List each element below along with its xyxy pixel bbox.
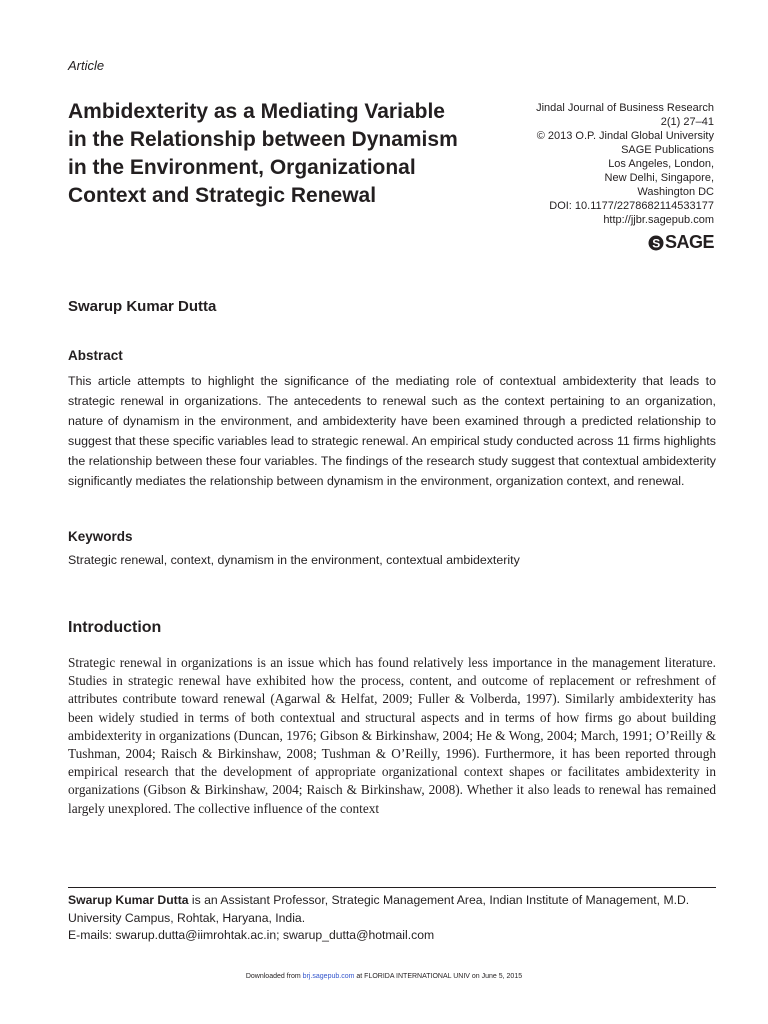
author-footnote xyxy=(68,892,716,945)
journal-publisher: SAGE Publications xyxy=(621,144,714,156)
journal-locations-1: Los Angeles, London, xyxy=(608,158,714,170)
article-title: Ambidexterity as a Mediating Variable in the Relationship between Dynamism in the Environment, Organizational Context and Strategic Renewal xyxy=(68,100,458,207)
introduction-heading: Introduction xyxy=(68,619,162,636)
article-type-label: Article xyxy=(68,58,105,73)
journal-locations-2: New Delhi, Singapore, xyxy=(604,172,714,184)
journal-volume-pages: 2(1) 27–41 xyxy=(660,116,714,128)
sage-s-icon xyxy=(648,235,664,251)
footnote-author-name: Swarup Kumar Dutta xyxy=(68,893,189,907)
journal-url[interactable]: http://jjbr.sagepub.com xyxy=(603,214,714,226)
svg-text:S: S xyxy=(652,236,660,250)
introduction-text: Strategic renewal in organizations is an issue which has found relatively less importance in the management literature. Studies in strategic renewal have exhibited how the process, content, and outcome of replacement or refreshment of attributes contribute toward renewal (Agarwal & Helfat, 2009; Fuller & Volberda, 1997). Similarly ambidexterity has been widely studied in terms of both contextual and structural aspects and in terms of how firms go about building ambidexterity in organizations (Duncan, 1976; Gibson & Birkinshaw, 2004; He & Wong, 2004; March, 1991; O’Reilly & Tushman, 2004; Raisch & Birkinshaw, 2008; Tushman & O’Reilly, 1996). Furthermore, it has been reported through empirical research that the development of appropriate organizational context shapes or facilitates ambidexterity in organizations (Gibson & Birkinshaw, 2004; Raisch & Birkinshaw, 2008). Whether it also leads to renewal has remained largely unexplored. The collective influence of the context xyxy=(68,655,716,816)
footnote-emails: E-mails: swarup.dutta@iimrohtak.ac.in; swarup_dutta@hotmail.com xyxy=(68,928,435,942)
journal-doi[interactable]: DOI: 10.1177/2278682114533177 xyxy=(549,200,714,212)
download-note-prefix: Downloaded from xyxy=(245,973,303,980)
abstract-text: This article attempts to highlight the significance of the mediating role of contextual ambidexterity that leads to strategic renewal in organizations. The antecedents to renewal such as the context pertaining to an organization, nature of dynamism in the environment, and ambidexterity have been examined through a predicted relationship to suggest that these specific variables lead to strategic renewal. An empirical study conducted across 11 firms highlights the relationship between these four variables. The findings of the research study suggest that contextual ambidexterity significantly mediates the relationship between dynamism in the environment, organization context, and renewal. xyxy=(68,374,716,488)
footnote-affiliation: is an Assistant Professor, Strategic Management Area, Indian Institute of Management, M.D. University Campus, Rohtak, Haryana, India. xyxy=(68,893,690,925)
keywords-text: Strategic renewal, context, dynamism in the environment, contextual ambidexterity xyxy=(68,553,520,567)
abstract-heading: Abstract xyxy=(68,348,123,363)
journal-copyright: © 2013 O.P. Jindal Global University xyxy=(536,130,714,142)
journal-locations-3: Washington DC xyxy=(637,186,714,198)
download-note-suffix: at FLORIDA INTERNATIONAL UNIV on June 5, 2015 xyxy=(354,973,523,980)
footnote-divider xyxy=(68,887,716,888)
journal-name: Jindal Journal of Business Research xyxy=(536,102,714,114)
download-note xyxy=(0,973,768,980)
download-source-link[interactable]: brj.sagepub.com xyxy=(302,973,355,980)
sage-logo xyxy=(648,232,714,253)
journal-info xyxy=(454,101,714,227)
sage-logo-text: SAGE xyxy=(664,232,714,252)
keywords-heading: Keywords xyxy=(68,529,133,544)
author-name: Swarup Kumar Dutta xyxy=(68,298,217,315)
